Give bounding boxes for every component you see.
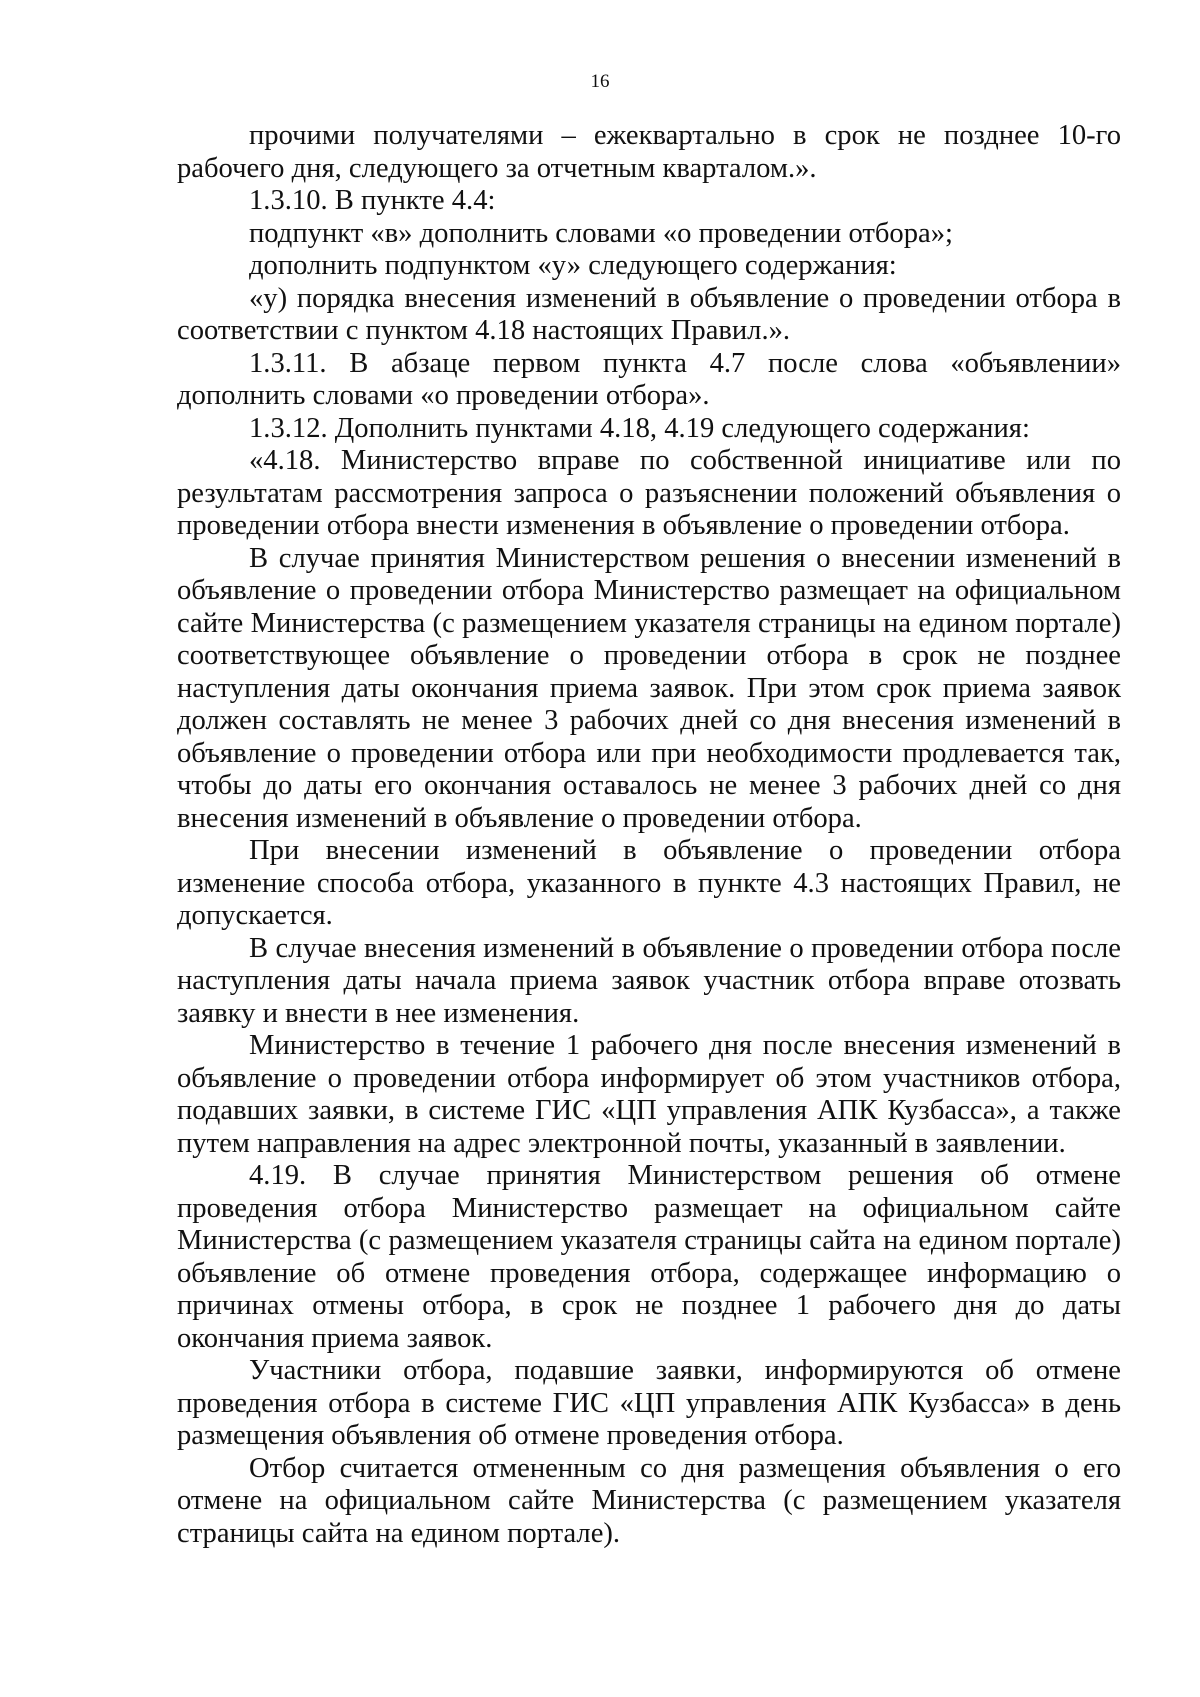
paragraph-subitem-u-intro: дополнить подпунктом «у» следующего содержания:	[249, 250, 897, 281]
paragraph-point-4-18: «4.18. Министерство вправе по собственной инициативе или по результатам рассмотрения запроса о разъяснении положений объявления о проведении отбора внести изменения в объявление о проведении отбора.	[177, 445, 1121, 541]
paragraph-4-18-withdraw: В случае внесения изменений в объявление о проведении отбора после наступления даты начала приема заявок участник отбора вправе отозвать заявку и внести в нее изменения.	[177, 932, 1121, 1029]
paragraph-4-19-participants: Участники отбора, подавшие заявки, информируются об отмене проведения отбора в системе ГИС «ЦП управления АПК Кузбасса» в день размещения объявления об отмене проведения отбора.	[177, 1355, 1121, 1451]
paragraph-4-18-changes-decision: В случае принятия Министерством решения о внесении изменений в объявление о проведении отбора Министерство размещает на официальном сайте Министерства (с размещением указателя страницы на едином портале) соответствующее объявление о проведении отбора в срок не позднее наступления даты окончания приема заявок. При этом срок приема заявок должен составлять не менее 3 рабочих дней со дня внесения изменений в объявление о проведении отбора или при необходимости продлевается так, чтобы до даты его окончания оставалось не менее 3 рабочих дней со дня внесения изменений в объявление о проведении отбора.	[177, 542, 1121, 834]
paragraph-item-1-3-10: 1.3.10. В пункте 4.4:	[249, 185, 496, 216]
paragraph-item-1-3-11: 1.3.11. В абзаце первом пункта 4.7 после слова «объявлении» дополнить словами «о проведении отбора».	[177, 347, 1121, 411]
page-number: 16	[590, 71, 610, 92]
paragraph-4-18-method-change: При внесении изменений в объявление о проведении отбора изменение способа отбора, указанного в пункте 4.3 настоящих Правил, не допускается.	[177, 835, 1121, 931]
paragraph-4-19-cancelled: Отбор считается отмененным со дня размещения объявления о его отмене на официальном сайте Министерства (с размещением указателя страницы сайта на едином портале).	[177, 1452, 1121, 1549]
paragraph-item-1-3-12: 1.3.12. Дополнить пунктами 4.18, 4.19 следующего содержания:	[249, 412, 1030, 444]
document-body	[177, 120, 1121, 1550]
paragraph-4-18-notify: Министерство в течение 1 рабочего дня после внесения изменений в объявление о проведении отбора информирует об этом участников отбора, подавших заявки, в системе ГИС «ЦП управления АПК Кузбасса», а также путем направления на адрес электронной почты, указанный в заявлении.	[177, 1030, 1121, 1159]
paragraph-subitem-u-text: «у) порядка внесения изменений в объявление о проведении отбора в соответствии с пунктом 4.18 настоящих Правил.».	[177, 282, 1121, 346]
paragraph-subitem-v: подпункт «в» дополнить словами «о проведении отбора»;	[249, 217, 953, 249]
paragraph-point-4-19: 4.19. В случае принятия Министерством решения об отмене проведения отбора Министерство размещает на официальном сайте Министерства (с размещением указателя страницы сайта на едином портале) объявление об отмене проведения отбора, содержащее информацию о причинах отмены отбора, в срок не позднее 1 рабочего дня до даты окончания приема заявок.	[177, 1160, 1121, 1354]
paragraph-continuation: прочими получателями – ежеквартально в срок не позднее 10-го рабочего дня, следующего за отчетным кварталом.».	[177, 120, 1121, 184]
